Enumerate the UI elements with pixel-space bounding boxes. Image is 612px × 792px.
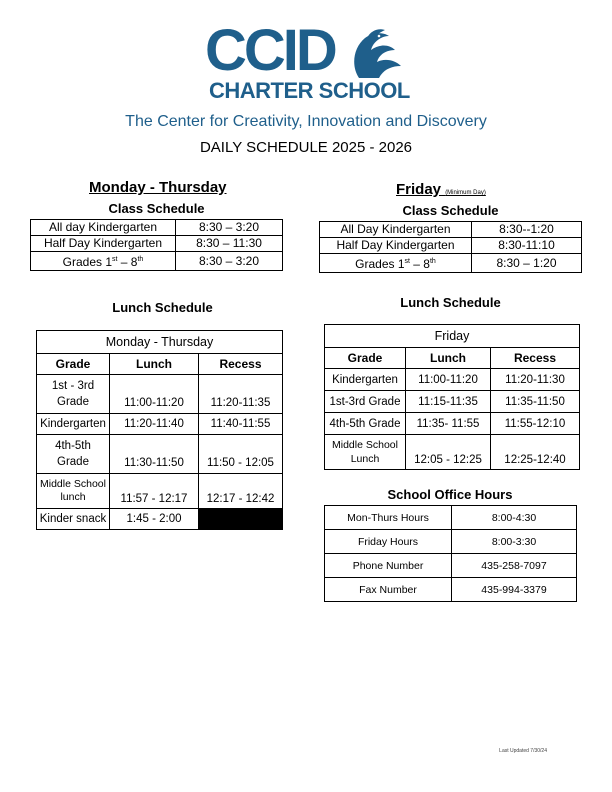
table-row (31, 220, 283, 236)
office-value: 435-258-7097 (452, 554, 577, 578)
grade-cell: Middle School lunch (37, 474, 110, 509)
table-row (325, 391, 580, 413)
grade-cell: Kinder snack (37, 509, 110, 530)
office-label: Phone Number (325, 554, 452, 578)
lunch-cell: 11:15-11:35 (406, 391, 491, 413)
lunch-cell: 11:30-11:50 (110, 435, 199, 474)
class-time: 8:30--1:20 (472, 222, 582, 238)
office-hours-table (324, 505, 577, 602)
class-label: Grades 1st – 8th (31, 252, 176, 271)
table-row (320, 238, 582, 254)
grade-cell: 4th-5th Grade (37, 435, 110, 474)
table-row (320, 222, 582, 238)
lunch-table-caption: Friday (325, 325, 580, 348)
office-value: 435-994-3379 (452, 578, 577, 602)
lunch-cell: 11:00-11:20 (406, 369, 491, 391)
table-row (31, 252, 283, 271)
table-row (325, 506, 577, 530)
minimum-day-note: (Minimum Day) (445, 190, 486, 196)
right-lunch-schedule-title: Lunch Schedule (400, 295, 501, 310)
class-label: Grades 1st – 8th (320, 254, 472, 273)
col-header: Lunch (406, 348, 491, 369)
table-row (325, 578, 577, 602)
grade-cell: 1st - 3rd Grade (37, 375, 110, 414)
class-label: All day Kindergarten (31, 220, 176, 236)
right-class-schedule-title: Class Schedule (402, 203, 499, 218)
grade-cell: 1st-3rd Grade (325, 391, 406, 413)
table-row (320, 254, 582, 273)
table-row (37, 474, 283, 509)
last-updated-note: Last Updated 7/30/24 (499, 748, 547, 754)
table-row (325, 413, 580, 435)
class-time: 8:30 – 3:20 (176, 252, 283, 271)
class-time: 8:30 – 11:30 (176, 236, 283, 252)
recess-cell: 11:50 - 12:05 (199, 435, 283, 474)
table-row (325, 554, 577, 578)
recess-cell: 11:35-11:50 (491, 391, 580, 413)
grade-cell: 4th-5th Grade (325, 413, 406, 435)
table-row (325, 435, 580, 470)
office-label: Friday Hours (325, 530, 452, 554)
recess-cell: 12:17 - 12:42 (199, 474, 283, 509)
left-class-table (30, 219, 283, 271)
lunch-cell: 11:57 - 12:17 (110, 474, 199, 509)
lunch-cell: 11:20-11:40 (110, 414, 199, 435)
table-row (31, 236, 283, 252)
table-row (325, 369, 580, 391)
table-row (37, 375, 283, 414)
lunch-table-caption: Monday - Thursday (37, 331, 283, 354)
class-label: All Day Kindergarten (320, 222, 472, 238)
col-header: Grade (37, 354, 110, 375)
office-hours-title: School Office Hours (387, 487, 513, 502)
bird-logo-icon (345, 28, 407, 84)
table-row (325, 530, 577, 554)
class-label: Half Day Kindergarten (31, 236, 176, 252)
table-row (37, 414, 283, 435)
recess-cell: 11:20-11:30 (491, 369, 580, 391)
right-lunch-table (324, 324, 580, 470)
table-row (37, 509, 283, 530)
left-lunch-schedule-title: Lunch Schedule (112, 300, 213, 315)
col-header: Grade (325, 348, 406, 369)
recess-cell: 11:55-12:10 (491, 413, 580, 435)
lunch-cell: 11:00-11:20 (110, 375, 199, 414)
recess-cell-blank (199, 509, 283, 530)
grade-cell: Kindergarten (325, 369, 406, 391)
class-time: 8:30-11:10 (472, 238, 582, 254)
recess-cell: 11:20-11:35 (199, 375, 283, 414)
right-heading: Friday (Minimum Day) (396, 181, 486, 198)
grade-cell: Kindergarten (37, 414, 110, 435)
class-label: Half Day Kindergarten (320, 238, 472, 254)
lunch-cell: 11:35- 11:55 (406, 413, 491, 435)
right-class-table (319, 221, 582, 273)
recess-cell: 12:25-12:40 (491, 435, 580, 470)
left-heading: Monday - Thursday (89, 179, 227, 196)
col-header: Recess (491, 348, 580, 369)
table-row (37, 435, 283, 474)
logo-subtitle: CHARTER SCHOOL (209, 78, 410, 103)
tagline: The Center for Creativity, Innovation and Discovery (125, 113, 487, 130)
office-label: Mon-Thurs Hours (325, 506, 452, 530)
class-time: 8:30 – 1:20 (472, 254, 582, 273)
col-header: Lunch (110, 354, 199, 375)
class-time: 8:30 – 3:20 (176, 220, 283, 236)
lunch-cell: 12:05 - 12:25 (406, 435, 491, 470)
left-class-schedule-title: Class Schedule (108, 201, 205, 216)
page-title: DAILY SCHEDULE 2025 - 2026 (199, 139, 413, 156)
left-lunch-table (36, 330, 283, 530)
office-label: Fax Number (325, 578, 452, 602)
office-value: 8:00-4:30 (452, 506, 577, 530)
lunch-cell: 1:45 - 2:00 (110, 509, 199, 530)
office-value: 8:00-3:30 (452, 530, 577, 554)
logo-text: CCID (205, 18, 335, 83)
grade-cell: Middle School Lunch (325, 435, 406, 470)
recess-cell: 11:40-11:55 (199, 414, 283, 435)
col-header: Recess (199, 354, 283, 375)
